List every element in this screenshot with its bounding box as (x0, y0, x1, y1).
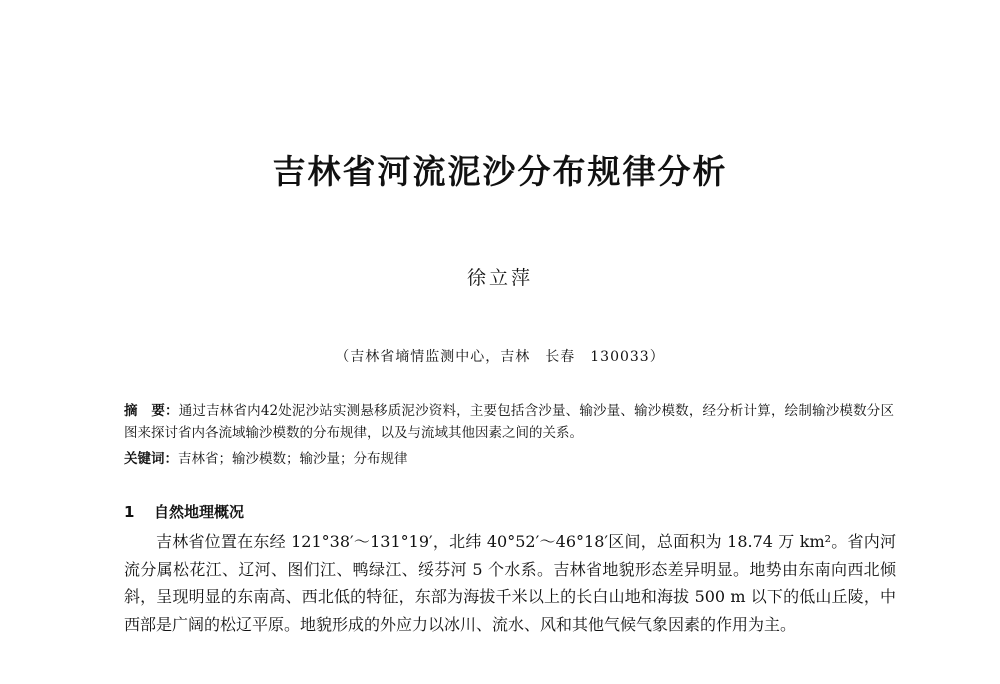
section-heading (124, 500, 244, 524)
keywords (124, 448, 894, 470)
keywords-label: 关键词： (124, 451, 178, 467)
section-number: 1 (124, 503, 135, 521)
author-affiliation: （吉林省墒情监测中心，吉林 长春 130033） (335, 349, 665, 365)
abstract-label: 摘 要： (124, 403, 179, 419)
keywords-text: 吉林省；输沙模数；输沙量；分布规律 (178, 451, 408, 467)
abstract-text: 通过吉林省内42处泥沙站实测悬移质泥沙资料，主要包括含沙量、输沙量、输沙模数，经分析计算，绘制输沙模数分区图来探讨省内各流域输沙模数的分布规律，以及与流域其他因素之间的关系。 (124, 403, 894, 441)
abstract (124, 400, 894, 444)
author-name: 徐立萍 (466, 267, 533, 289)
section-title: 自然地理概况 (154, 503, 245, 521)
body-paragraph: 吉林省位置在东经 121°38′～131°19′，北纬 40°52′～46°18′区间，总面积为 18.74 万 km²。省内河流分属松花江、辽河、图们江、鸭绿江、绥芬河 5 个水系。吉林省地貌形态差异明显。地势由东南向西北倾斜，呈现明显的东南高、西北低的特征，东部为海拔千米以上的长白山地和海拔 500 m 以下的低山丘陵，中西部是广阔的松辽平原。地貌形成的外应力以冰川、流水、风和其他气候气象因素的作用为主。 (124, 532, 896, 634)
paper-title: 吉林省河流泥沙分布规律分析 (272, 152, 728, 191)
